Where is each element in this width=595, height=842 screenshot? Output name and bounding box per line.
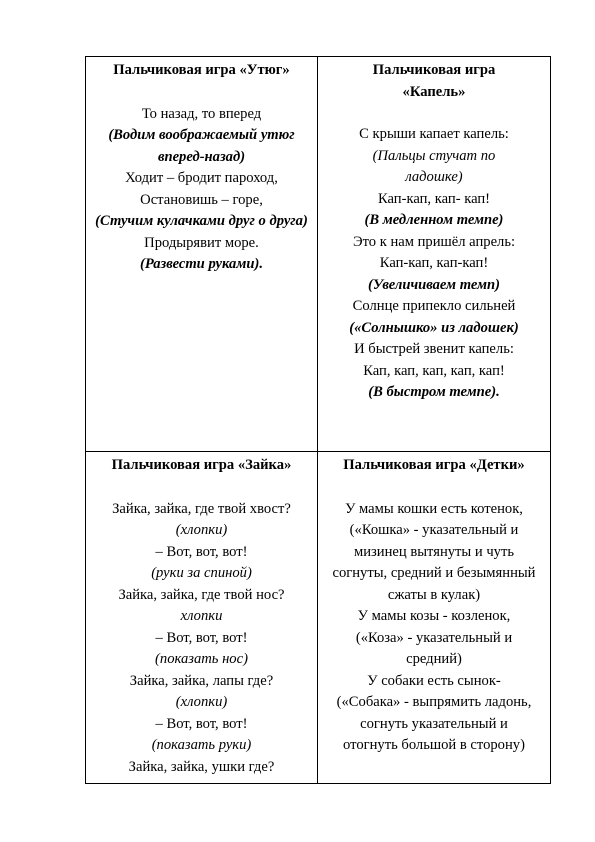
verse-line: – Вот, вот, вот! xyxy=(155,629,248,646)
verse-note: (Стучим кулачками друг о друга) xyxy=(95,213,308,229)
verse-line: Зайка, зайка, где твой нос? xyxy=(118,586,285,603)
verse-note: (хлопки) xyxy=(175,694,228,710)
verse-note: (В быстром темпе). xyxy=(368,384,500,400)
verse-note: (показать нос) xyxy=(155,651,248,667)
verse-line: У собаки есть сынок- xyxy=(367,672,501,689)
cell-utyug xyxy=(86,57,318,452)
verse-note: (Водим воображаемый утюг вперед-назад) xyxy=(108,127,295,165)
verse-line: Зайка, зайка, лапы где? xyxy=(129,672,274,689)
verse-line: Остановишь – горе, xyxy=(140,191,263,208)
verse-line: – Вот, вот, вот! xyxy=(155,715,248,732)
verse-line: С крыши капает капель: xyxy=(359,126,509,142)
verse-line: Это к нам пришёл апрель: xyxy=(352,233,516,250)
verse-line: То назад, то вперед xyxy=(141,105,262,122)
cell-title: Пальчиковая игра «Зайка» xyxy=(111,457,292,473)
verse-line: У мамы козы - козленок, xyxy=(357,608,511,624)
verse-note: (Пальцы стучат по ладошке) xyxy=(372,147,496,185)
verse-line: И быстрей звенит капель: xyxy=(354,341,514,357)
verse-note: («Солнышко» из ладошек) xyxy=(349,319,519,336)
cell-title: Пальчиковая игра «Детки» xyxy=(343,457,525,473)
verse-line: Солнце припекло сильней xyxy=(352,298,516,314)
verse-line: У мамы кошки есть котенок, xyxy=(345,500,523,517)
verse-line: Зайка, зайка, ушки где? xyxy=(128,758,275,775)
verse-note: (показать руки) xyxy=(151,737,252,753)
verse-line: Кап-кап, кап- кап! xyxy=(377,190,491,207)
cell-title: Пальчиковая игра «Утюг» xyxy=(113,62,290,78)
verse-line: Ходит – бродит пароход, xyxy=(125,170,278,186)
cell-zaika xyxy=(86,452,318,783)
verse xyxy=(318,124,550,404)
verse xyxy=(86,104,317,276)
cell-title: Пальчиковая игра «Капель» xyxy=(372,62,496,100)
verse-note: хлопки xyxy=(180,608,223,624)
verse xyxy=(318,499,550,757)
verse-note: (Увеличиваем темп) xyxy=(368,276,500,293)
verse-note: («Коза» - указательный и средний) xyxy=(355,629,513,667)
verse-line: Зайка, зайка, где твой хвост? xyxy=(112,500,291,517)
finger-games-table xyxy=(85,56,551,784)
verse-line: Продырявит море. xyxy=(144,234,259,251)
verse-note: (хлопки) xyxy=(175,522,228,538)
verse-line: Кап, кап, кап, кап, кап! xyxy=(363,362,505,379)
verse-note: (Развести руками). xyxy=(140,256,263,272)
verse-note: («Собака» - выпрямить ладонь, согнуть указательный и отогнуть большой в сторону) xyxy=(336,694,532,753)
verse xyxy=(86,499,317,779)
verse-line: Кап-кап, кап-кап! xyxy=(379,255,489,271)
verse-note: (руки за спиной) xyxy=(151,565,252,581)
verse-line: – Вот, вот, вот! xyxy=(155,543,248,560)
cell-kapel xyxy=(318,57,550,452)
verse-note: («Кошка» - указательный и мизинец вытянуты и чуть согнуты, средний и безымянный сжаты в кулак) xyxy=(332,522,536,603)
verse-note: (В медленном темпе) xyxy=(364,212,504,228)
cell-detki xyxy=(318,452,550,783)
